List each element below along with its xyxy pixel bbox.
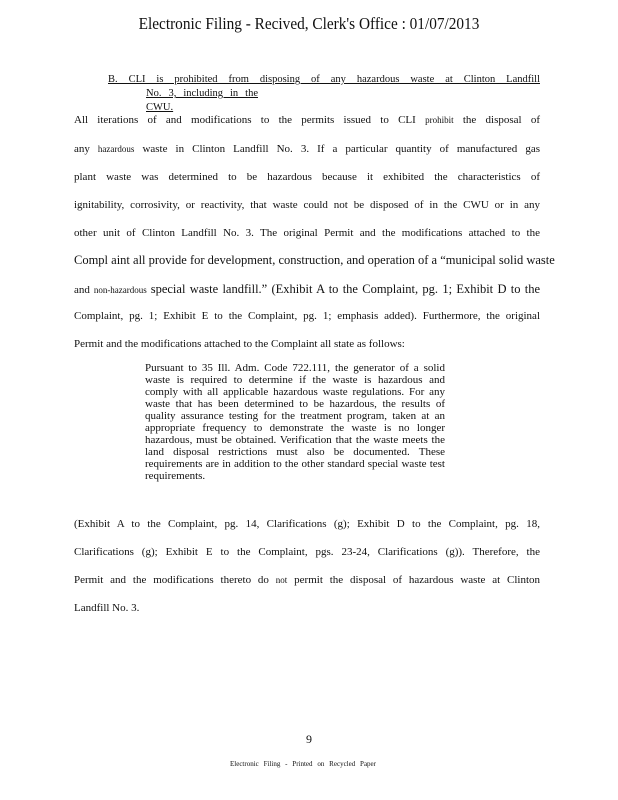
body-text: the disposal of [462, 114, 541, 126]
body-text: special waste landfill.” (Exhibit A to the Complaint, pg. 1; Exhibit D to the [150, 282, 541, 296]
body-line-4: ignitability, corrosivity, or reactivity, that waste could not be disposed of in the CWU or in any [74, 199, 540, 211]
quote-line: hazardous, must be obtained. Verification that the waste meets the [145, 434, 445, 446]
page-number: 9 [306, 732, 312, 746]
body-line-2 [74, 143, 540, 155]
quote-line: requirements are in addition to the other standard special waste test [145, 458, 445, 470]
quote-line: land disposal restrictions must also be documented. These [145, 446, 445, 458]
quote-line: quality assurance testing for the treatment program, taken at an [145, 410, 445, 422]
body-text: and [74, 284, 90, 296]
body-text: Permit and the modifications thereto do [74, 574, 269, 586]
body-line-3: plant waste was determined to be hazardous because it exhibited the characteristics of [74, 171, 540, 183]
quote-line: waste that has been determined to be hazardous, the results of [145, 398, 445, 410]
body-line-1 [74, 114, 540, 126]
body-line-12 [74, 574, 540, 586]
quote-line: Pursuant to 35 Ill. Adm. Code 722.111, the generator of a solid [145, 362, 445, 374]
emphasis-not: not [275, 575, 288, 585]
body-line-7 [74, 282, 540, 297]
body-line-13: Landfill No. 3. [74, 602, 140, 614]
section-heading [108, 73, 540, 115]
body-line-9: Permit and the modifications attached to the Complaint all state as follows: [74, 338, 405, 350]
quote-line: comply with all applicable hazardous waste regulations. For any [145, 386, 445, 398]
section-heading-line-2: No. 3, including in the CWU. [146, 88, 258, 113]
body-line-8: Complaint, pg. 1; Exhibit E to the Complaint, pg. 1; emphasis added). Furthermore, the original [74, 310, 540, 322]
filing-header: Electronic Filing - Recived, Clerk's Office : 01/07/2013 [138, 14, 480, 33]
body-line-11: Clarifications (g); Exhibit E to the Complaint, pgs. 23-24, Clarifications (g)). Therefore, the [74, 546, 540, 558]
emphasis-prohibit: prohibit [425, 115, 454, 125]
body-text: All iterations of and modifications to the permits issued to CLI [74, 114, 416, 126]
emphasis-non-hazardous: non-hazardous [93, 285, 147, 295]
footer-note: Electronic Filing - Printed on Recycled Paper [230, 760, 376, 768]
body-line-6: Compl aint all provide for development, construction, and operation of a “municipal solid waste [74, 253, 555, 267]
section-heading-line-1: B. CLI is prohibited from disposing of any hazardous waste at Clinton Landfill [108, 74, 540, 85]
body-text: permit the disposal of hazardous waste at Clinton [294, 574, 541, 586]
body-line-5: other unit of Clinton Landfill No. 3. The original Permit and the modifications attached to the [74, 227, 540, 239]
emphasis-hazardous: hazardous [97, 144, 135, 154]
body-text: any [74, 143, 90, 155]
quote-line: waste is required to determine if the waste is hazardous and [145, 374, 445, 386]
block-quote [145, 362, 445, 482]
body-text: waste in Clinton Landfill No. 3. If a particular quantity of manufactured gas [142, 143, 540, 155]
body-line-10: (Exhibit A to the Complaint, pg. 14, Clarifications (g); Exhibit D to the Complaint, pg. 18, [74, 518, 540, 530]
quote-line: appropriate frequency to demonstrate the waste is no longer [145, 422, 445, 434]
quote-line: requirements. [145, 470, 206, 482]
